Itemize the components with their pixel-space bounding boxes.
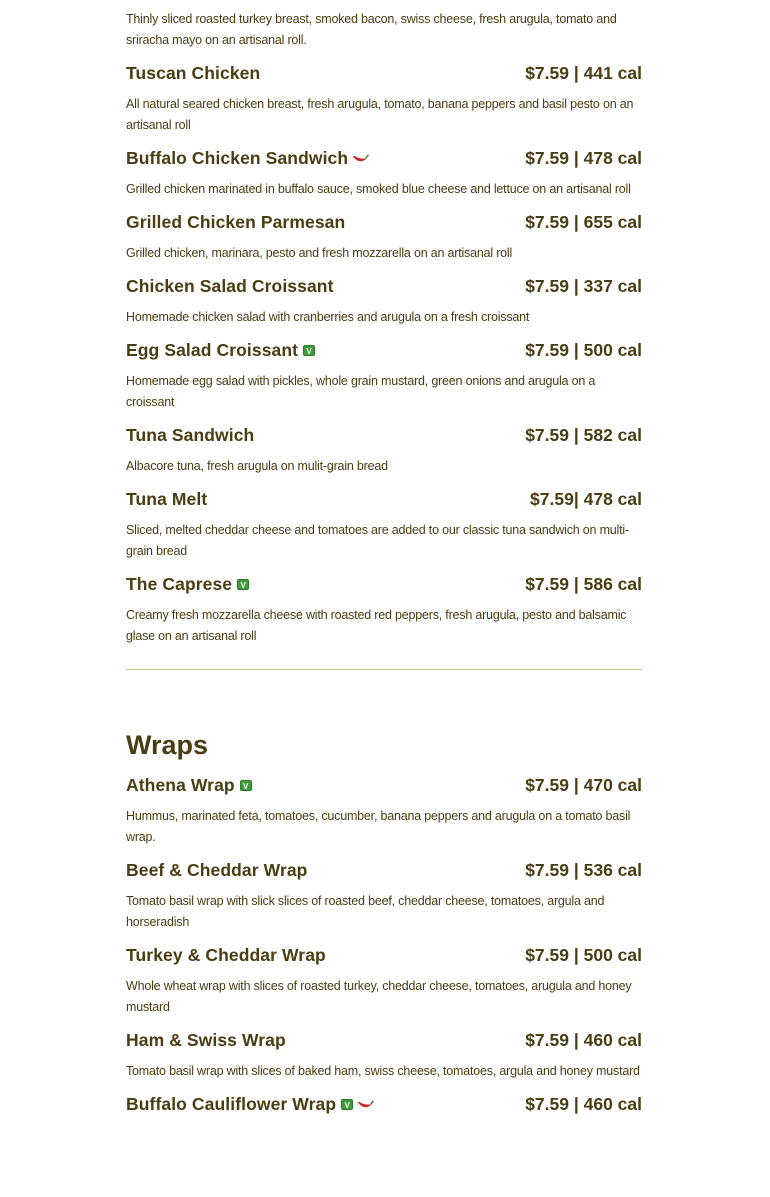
menu-item	[126, 858, 642, 933]
menu-item-name-text: Egg Salad Croissant	[126, 339, 299, 360]
menu-item-name	[126, 1094, 374, 1115]
menu-item-price: $7.59 | 460 cal	[525, 1093, 642, 1114]
menu-item-name-text: Tuscan Chicken	[126, 62, 261, 83]
menu-item-name-text: The Caprese	[126, 573, 233, 594]
menu-item	[126, 943, 642, 1018]
menu-item-header	[126, 487, 642, 511]
menu-item-name	[126, 212, 345, 233]
menu-item-header	[126, 146, 642, 170]
menu-item	[126, 146, 642, 200]
menu-item-price: $7.59 | 460 cal	[525, 1029, 642, 1050]
menu-item-name	[126, 860, 307, 881]
menu-item-name-text: Turkey & Cheddar Wrap	[126, 944, 326, 965]
wrap-list	[126, 773, 642, 1116]
chili-pepper-icon	[352, 154, 369, 163]
menu-item-price: $7.59 | 655 cal	[525, 211, 642, 232]
menu-item-name-text: Beef & Cheddar Wrap	[126, 859, 308, 880]
menu-item-description: Creamy fresh mozzarella cheese with roasted red peppers, fresh arugula, pesto and balsamic glase on an artisanal roll	[126, 608, 627, 643]
menu-item	[126, 338, 642, 413]
item-description: Thinly sliced roasted turkey breast, smoked bacon, swiss cheese, fresh arugula, tomato and sriracha mayo on an artisanal roll.	[126, 12, 617, 47]
section-title-wraps: Wraps	[126, 730, 209, 760]
menu-item-header	[126, 572, 642, 596]
menu-item-description: Sliced, melted cheddar cheese and tomatoes are added to our classic tuna sandwich on multi-grain bread	[126, 523, 629, 558]
menu-item-name	[126, 425, 254, 446]
menu-item-description: Tomato basil wrap with slices of baked ham, swiss cheese, tomatoes, argula and honey mustard	[126, 1064, 640, 1078]
menu-item-name	[126, 1030, 286, 1051]
menu-item-name-text: Buffalo Cauliflower Wrap	[126, 1093, 337, 1114]
menu-item-price: $7.59 | 586 cal	[525, 573, 642, 594]
vegetarian-icon: V	[240, 780, 252, 791]
menu-item	[126, 1092, 642, 1116]
chili-pepper-icon	[357, 1100, 374, 1109]
menu-item-price: $7.59 | 500 cal	[525, 339, 642, 360]
menu-item-name-text: Tuna Melt	[126, 488, 208, 509]
menu-item-header	[126, 274, 642, 298]
menu-item	[126, 773, 642, 848]
menu-item	[126, 274, 642, 328]
menu-item-name-text: Chicken Salad Croissant	[126, 275, 334, 296]
menu-item-header	[126, 423, 642, 447]
menu-item-name-text: Buffalo Chicken Sandwich	[126, 147, 349, 168]
menu-item-name-text: Athena Wrap	[126, 774, 235, 795]
menu-item-header	[126, 1092, 642, 1116]
menu-item	[126, 572, 642, 647]
menu-item-header	[126, 773, 642, 797]
menu-item-price: $7.59 | 582 cal	[525, 424, 642, 445]
menu-item-name	[126, 63, 260, 84]
menu-item-name	[126, 276, 334, 297]
menu-item-price: $7.59| 478 cal	[530, 488, 642, 509]
menu-item-header	[126, 61, 642, 85]
menu-item	[126, 423, 642, 477]
vegetarian-icon: V	[303, 345, 315, 356]
menu-item-description: Grilled chicken marinated in buffalo sauce, smoked blue cheese and lettuce on an artisanal roll	[126, 182, 631, 196]
menu-item-header	[126, 943, 642, 967]
sandwich-list	[126, 61, 642, 647]
menu-item	[126, 487, 642, 562]
menu-item-name	[126, 340, 315, 361]
menu-item-header	[126, 210, 642, 234]
menu-item	[126, 61, 642, 136]
vegetarian-icon: V	[237, 579, 249, 590]
menu-item-name	[126, 148, 369, 169]
menu-item-price: $7.59 | 500 cal	[525, 944, 642, 965]
menu-item-price: $7.59 | 470 cal	[525, 774, 642, 795]
menu-item-description: All natural seared chicken breast, fresh arugula, tomato, banana peppers and basil pesto on an artisanal roll	[126, 97, 634, 132]
menu-item-description: Hummus, marinated feta, tomatoes, cucumber, banana peppers and arugula on a tomato basil wrap.	[126, 809, 631, 844]
vegetarian-icon: V	[341, 1099, 353, 1110]
menu-item-description: Homemade chicken salad with cranberries and arugula on a fresh croissant	[126, 310, 530, 324]
menu-item-description: Homemade egg salad with pickles, whole grain mustard, green onions and arugula on a croissant	[126, 374, 596, 409]
menu-item	[126, 1028, 642, 1082]
menu-item-price: $7.59 | 337 cal	[525, 275, 642, 296]
menu-page	[126, 0, 642, 1116]
menu-item-description: Tomato basil wrap with slick slices of roasted beef, cheddar cheese, tomatoes, argula and horseradish	[126, 894, 605, 929]
section-divider	[126, 669, 642, 670]
menu-item-price: $7.59 | 478 cal	[525, 147, 642, 168]
menu-item-header	[126, 1028, 642, 1052]
menu-item-name-text: Ham & Swiss Wrap	[126, 1029, 286, 1050]
menu-item-price: $7.59 | 536 cal	[525, 859, 642, 880]
menu-item-name	[126, 945, 326, 966]
menu-item-description: Whole wheat wrap with slices of roasted turkey, cheddar cheese, tomatoes, arugula and honey mustard	[126, 979, 632, 1014]
menu-item-header	[126, 858, 642, 882]
menu-item-price: $7.59 | 441 cal	[525, 62, 642, 83]
menu-item-header	[126, 338, 642, 362]
menu-item-description: Grilled chicken, marinara, pesto and fresh mozzarella on an artisanal roll	[126, 246, 513, 260]
menu-item	[126, 210, 642, 264]
menu-item-name-text: Grilled Chicken Parmesan	[126, 211, 346, 232]
menu-item-name-text: Tuna Sandwich	[126, 424, 255, 445]
menu-item-name	[126, 574, 249, 595]
menu-item-name	[126, 489, 207, 510]
menu-item-name	[126, 775, 252, 796]
menu-item-description: Albacore tuna, fresh arugula on mulit-grain bread	[126, 459, 388, 473]
